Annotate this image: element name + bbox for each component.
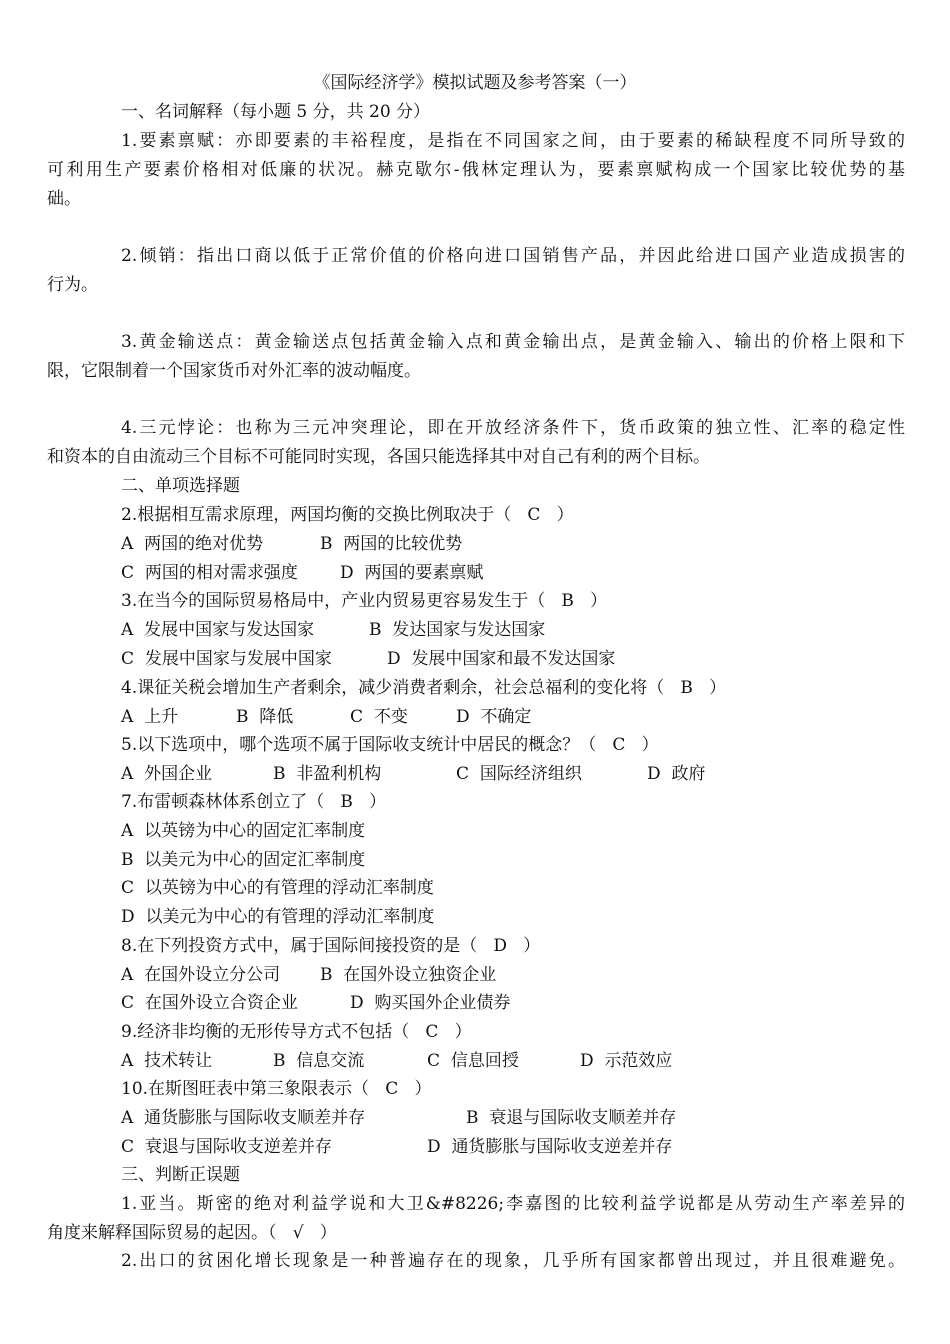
- q9-option-b: B 信息交流: [273, 1051, 365, 1071]
- definition-2-line-1: 2.倾销：指出口商以低于正常价值的价格向进口国销售产品，并因此给进口国产业造成损害的: [121, 246, 905, 266]
- q9-option-d: D 示范效应: [580, 1051, 673, 1071]
- q5-option-a: A 外国企业: [121, 764, 213, 784]
- question-5: 5.以下选项中，哪个选项不属于国际收支统计中居民的概念？（ C ）: [121, 735, 659, 755]
- definition-1-line-1: 1.要素禀赋：亦即要素的丰裕程度，是指在不同国家之间，由于要素的稀缺程度不同所导致的: [121, 131, 905, 151]
- definition-1-line-2: 可利用生产要素价格相对低廉的状况。赫克歇尔-俄林定理认为，要素禀赋构成一个国家比较优势的基: [47, 160, 905, 180]
- q10-option-d: D 通货膨胀与国际收支逆差并存: [427, 1137, 673, 1157]
- q5-option-c: C 国际经济组织: [456, 764, 582, 784]
- q7-option-c: C 以英镑为中心的有管理的浮动汇率制度: [121, 878, 434, 898]
- q2-option-a: A 两国的绝对优势: [121, 534, 264, 554]
- q4-option-a: A 上升: [121, 707, 179, 727]
- q8-option-b: B 在国外设立独资企业: [320, 965, 497, 985]
- section-heading-definitions: 一、名词解释（每小题 5 分，共 20 分）: [121, 102, 431, 122]
- q5-option-b: B 非盈利机构: [273, 764, 382, 784]
- definition-3-line-2: 限，它限制着一个国家货币对外汇率的波动幅度。: [47, 361, 421, 381]
- q3-option-b: B 发达国家与发达国家: [369, 620, 546, 640]
- section-heading-true-false: 三、判断正误题: [121, 1165, 240, 1185]
- section-heading-choice: 二、单项选择题: [121, 476, 240, 496]
- q4-option-c: C 不变: [350, 707, 408, 727]
- q8-option-c: C 在国外设立合资企业: [121, 993, 298, 1013]
- judgement-2-line-1: 2.出口的贫困化增长现象是一种普遍存在的现象，几乎所有国家都曾出现过，并且很难避免。: [121, 1251, 905, 1271]
- q2-option-c: C 两国的相对需求强度: [121, 563, 298, 583]
- q2-option-b: B 两国的比较优势: [320, 534, 463, 554]
- question-3: 3.在当今的国际贸易格局中，产业内贸易更容易发生于（ B ）: [121, 591, 608, 611]
- judgement-1-line-2: 角度来解释国际贸易的起因。（ √ ）: [47, 1223, 337, 1243]
- q4-option-b: B 降低: [236, 707, 294, 727]
- question-7: 7.布雷顿森林体系创立了（ B ）: [121, 792, 387, 812]
- definition-3-line-1: 3.黄金输送点：黄金输送点包括黄金输入点和黄金输出点，是黄金输入、输出的价格上限和下: [121, 332, 905, 352]
- q4-option-d: D 不确定: [456, 707, 532, 727]
- document-title: 《国际经济学》模拟试题及参考答案（一）: [313, 73, 637, 93]
- question-10: 10.在斯图旺表中第三象限表示（ C ）: [121, 1079, 432, 1099]
- q10-option-a: A 通货膨胀与国际收支顺差并存: [121, 1108, 366, 1128]
- q3-option-a: A 发展中国家与发达国家: [121, 620, 315, 640]
- q8-option-d: D 购买国外企业债券: [350, 993, 511, 1013]
- q3-option-d: D 发展中国家和最不发达国家: [387, 649, 616, 669]
- q2-option-d: D 两国的要素禀赋: [340, 563, 484, 583]
- q7-option-d: D 以美元为中心的有管理的浮动汇率制度: [121, 907, 435, 927]
- q10-option-b: B 衰退与国际收支顺差并存: [466, 1108, 677, 1128]
- judgement-1-line-1: 1.亚当。斯密的绝对利益学说和大卫&#8226;李嘉图的比较利益学说都是从劳动生产率差异的: [121, 1194, 905, 1214]
- definition-4-line-1: 4.三元悖论：也称为三元冲突理论，即在开放经济条件下，货币政策的独立性、汇率的稳定性: [121, 418, 905, 438]
- question-9: 9.经济非均衡的无形传导方式不包括（ C ）: [121, 1022, 472, 1042]
- q7-option-a: A 以英镑为中心的固定汇率制度: [121, 821, 366, 841]
- q3-option-c: C 发展中国家与发展中国家: [121, 649, 332, 669]
- q8-option-a: A 在国外设立分公司: [121, 965, 281, 985]
- q9-option-c: C 信息回授: [427, 1051, 519, 1071]
- q9-option-a: A 技术转让: [121, 1051, 213, 1071]
- question-8: 8.在下列投资方式中，属于国际间接投资的是（ D ）: [121, 936, 541, 956]
- q7-option-b: B 以美元为中心的固定汇率制度: [121, 850, 366, 870]
- question-4: 4.课征关税会增加生产者剩余，减少消费者剩余，社会总福利的变化将（ B ）: [121, 678, 727, 698]
- question-2: 2.根据相互需求原理，两国均衡的交换比例取决于（ C ）: [121, 505, 574, 525]
- q5-option-d: D 政府: [647, 764, 706, 784]
- definition-2-line-2: 行为。: [47, 275, 98, 295]
- definition-4-line-2: 和资本的自由流动三个目标不可能同时实现，各国只能选择其中对自己有利的两个目标。: [47, 447, 710, 467]
- definition-1-line-3: 础。: [47, 189, 81, 209]
- q10-option-c: C 衰退与国际收支逆差并存: [121, 1137, 332, 1157]
